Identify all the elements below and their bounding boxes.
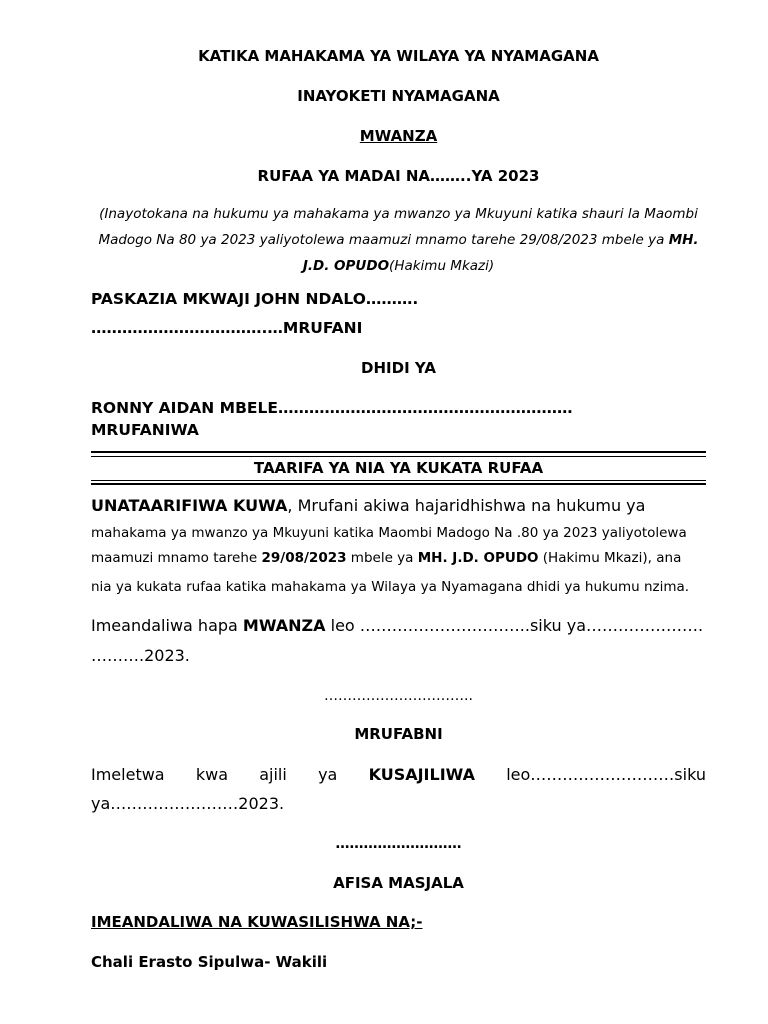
appellant-signature-dots: ………………………….. bbox=[324, 688, 473, 704]
city-name: MWANZA bbox=[359, 127, 438, 145]
notice-line3-a: maamuzi mnamo tarehe bbox=[91, 550, 262, 566]
prepared-line2: ……….2023. bbox=[91, 646, 190, 665]
notice-line3 bbox=[91, 548, 706, 568]
filed-word-1: Imeletwa bbox=[91, 765, 165, 784]
prepared-by-heading: IMEANDALIWA NA KUWASILISHWA NA;- bbox=[91, 913, 423, 931]
origin-note-judge: MH. J.D. OPUDO bbox=[302, 232, 699, 274]
court-sitting: INAYOKETI NYAMAGANA bbox=[297, 87, 500, 105]
notice-line3-c: (Hakimu Mkazi), ana bbox=[538, 550, 682, 566]
appellant-signer: MRUFABNI bbox=[354, 725, 443, 743]
city-line bbox=[91, 126, 706, 146]
notice-top-rule bbox=[91, 451, 706, 453]
origin-note bbox=[91, 201, 706, 279]
origin-note-suffix: (Hakimu Mkazi) bbox=[389, 258, 495, 274]
versus-label: DHIDI YA bbox=[361, 359, 436, 377]
court-title: KATIKA MAHAKAMA YA WILAYA YA NYAMAGANA bbox=[198, 47, 599, 65]
origin-note-text: (Inayotokana na hukumu ya mahakama ya mwanzo ya Mkuyuni katika shauri la Maombi Madogo Na 80 ya 2023 yaliyotolewa maamuzi mnamo tarehe 29/08/2023 mbele ya bbox=[98, 206, 698, 248]
registrar-signature-dots: ……………………… bbox=[335, 836, 462, 852]
respondent-line1: RONNY AIDAN MBELE………………………………………………… bbox=[91, 399, 573, 417]
respondent-line2: MRUFANIWA bbox=[91, 421, 199, 439]
filed-word-5: KUSAJILIWA bbox=[368, 765, 475, 784]
appellant-line1: PASKAZIA MKWAJI JOHN NDALO………. bbox=[91, 290, 419, 308]
advocate-name: Chali Erasto Sipulwa- Wakili bbox=[91, 953, 328, 971]
notice-bottom-rule-thin bbox=[91, 480, 706, 481]
notice-title: TAARIFA YA NIA YA KUKATA RUFAA bbox=[253, 459, 544, 477]
prepared-line1 bbox=[91, 615, 706, 637]
filed-word-6: leo………………………siku bbox=[506, 765, 706, 784]
registrar-signer: AFISA MASJALA bbox=[333, 874, 464, 892]
prepared-place: MWANZA bbox=[242, 616, 326, 635]
notice-line2: mahakama ya mwanzo ya Mkuyuni katika Maombi Madogo Na .80 ya 2023 yaliyotolewa bbox=[91, 525, 687, 541]
prepared-prefix: Imeandaliwa hapa bbox=[91, 616, 243, 635]
appeal-number: RUFAA YA MADAI NA……..YA 2023 bbox=[257, 167, 540, 185]
notice-lead-rest: , Mrufani akiwa hajaridhishwa na hukumu ya bbox=[287, 496, 646, 515]
filed-line2: ya……………………2023. bbox=[91, 794, 285, 813]
appellant-line2: …………………………….…MRUFANI bbox=[91, 319, 363, 337]
notice-line3-b: mbele ya bbox=[346, 550, 418, 566]
notice-date: 29/08/2023 bbox=[261, 550, 347, 566]
notice-line1 bbox=[91, 495, 706, 517]
notice-bottom-rule bbox=[91, 483, 706, 485]
filed-word-3: ajili bbox=[259, 765, 287, 784]
prepared-rest: leo …………………………..siku ya…………………. bbox=[325, 616, 704, 635]
notice-top-rule-thin bbox=[91, 456, 706, 457]
filed-word-2: kwa bbox=[195, 765, 228, 784]
filed-word-4: ya bbox=[318, 765, 338, 784]
filed-line1 bbox=[91, 764, 706, 786]
notice-lead-bold: UNATAARIFIWA KUWA bbox=[91, 496, 288, 515]
notice-judge: MH. J.D. OPUDO bbox=[417, 550, 539, 566]
notice-line4: nia ya kukata rufaa katika mahakama ya Wilaya ya Nyamagana dhidi ya hukumu nzima. bbox=[91, 579, 690, 595]
